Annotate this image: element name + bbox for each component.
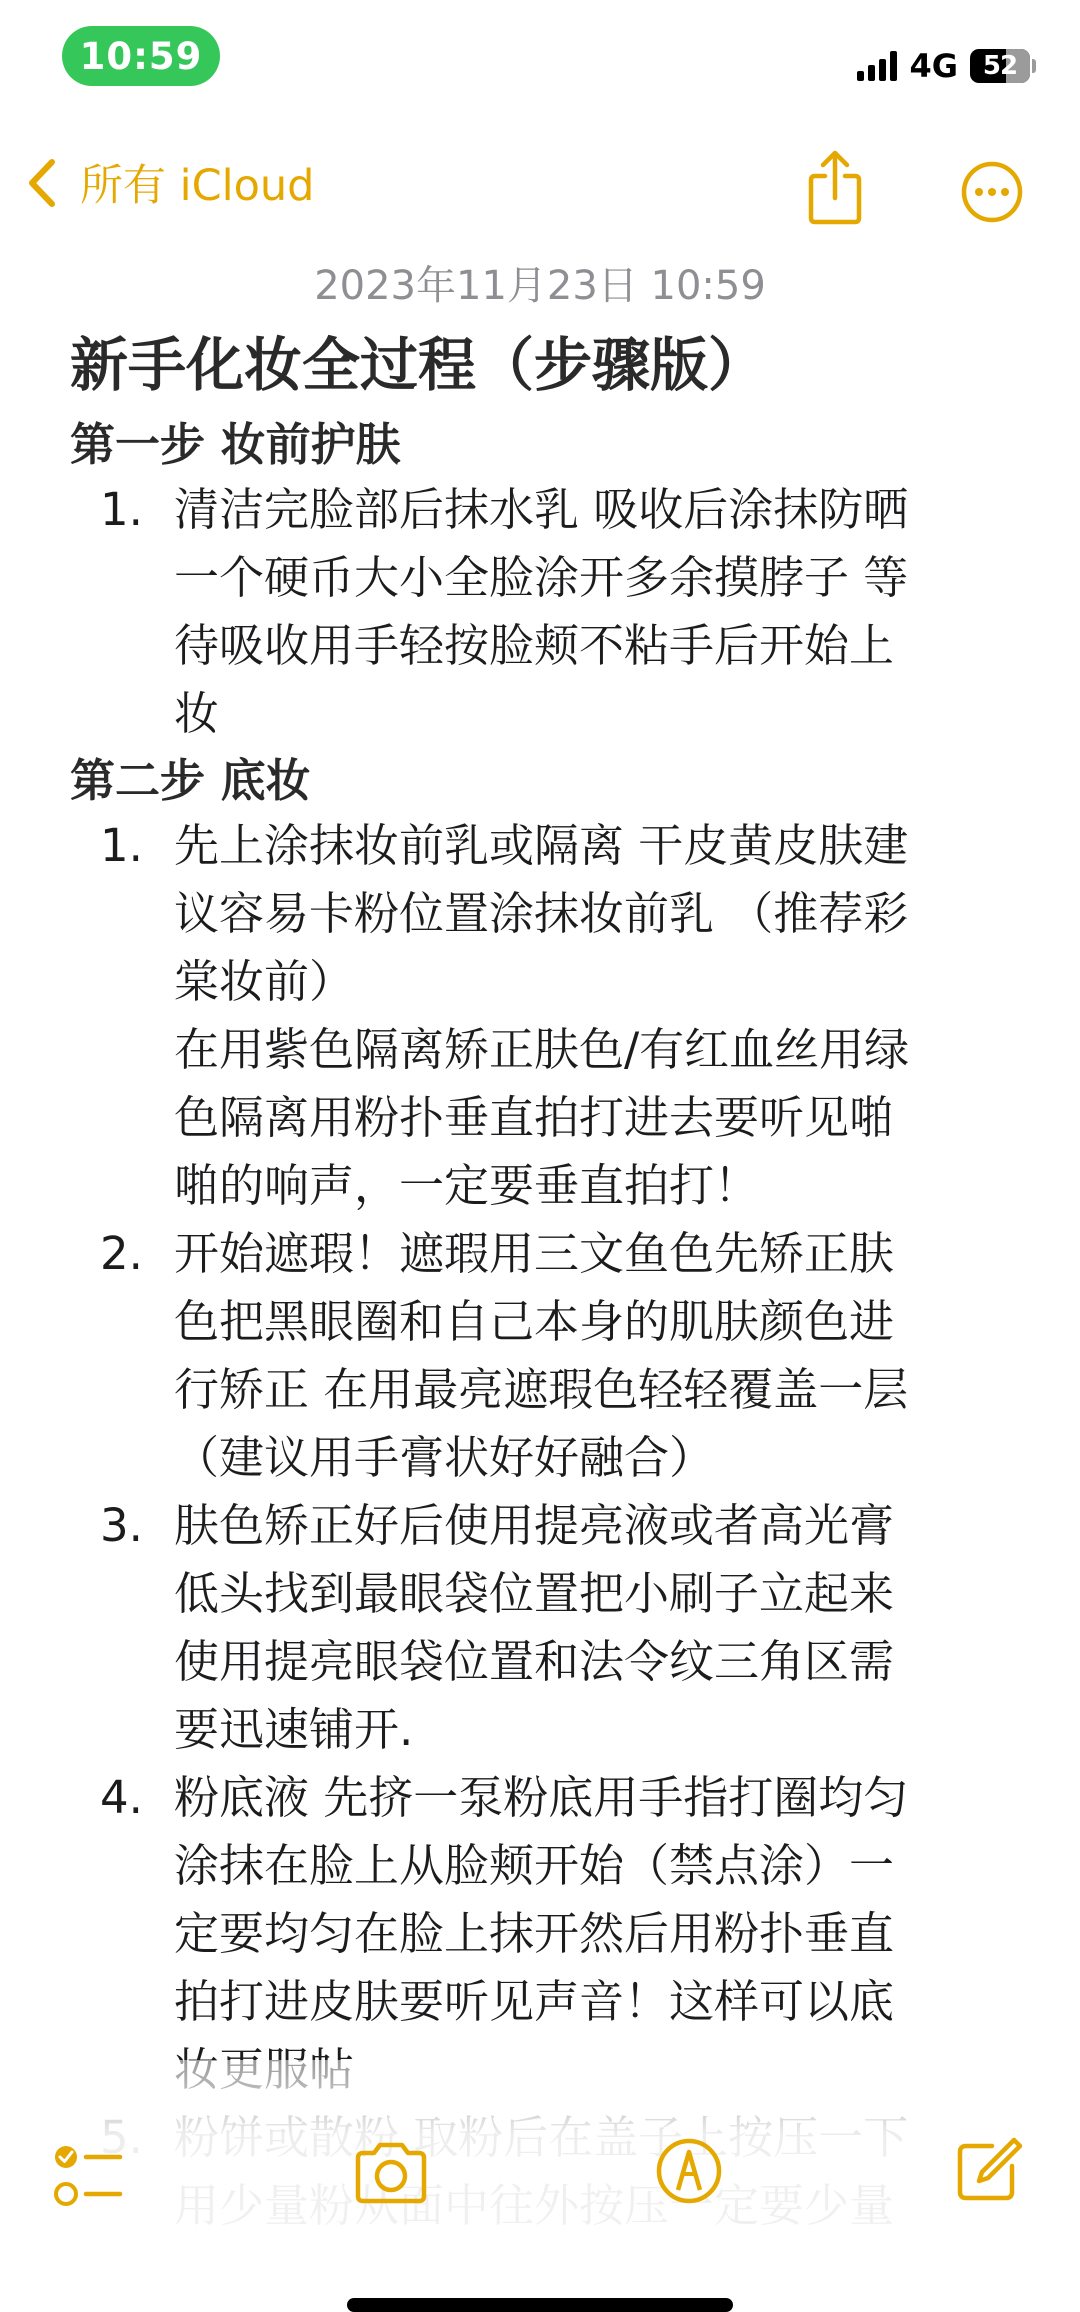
item-line: 粉底液 先挤一泵粉底用手指打圈均匀 — [174, 1771, 909, 1824]
item-line: 定要均匀在脸上抹开然后用粉扑垂直 — [174, 1907, 895, 1960]
battery-icon — [970, 49, 1030, 83]
item-line: 啪的响声，一定要垂直拍打！ — [174, 1159, 760, 1212]
item-line: 待吸收用手轻按脸颊不粘手后开始上 — [174, 619, 895, 672]
step-list — [70, 812, 1030, 2240]
note-date: 2023年11月23日 10:59 — [314, 263, 766, 309]
item-line: 在用紫色隔离矫正肤色/有红血丝用绿 — [174, 1023, 910, 1076]
item-line: 议容易卡粉位置涂抹妆前乳 （推荐彩 — [174, 887, 909, 940]
camera-icon[interactable] — [352, 2140, 430, 2206]
status-time: 10:59 — [62, 26, 220, 86]
list-number: 1. — [100, 483, 143, 536]
list-item — [70, 1764, 1030, 2104]
home-indicator[interactable] — [347, 2298, 733, 2312]
list-number: 2. — [100, 1227, 143, 1280]
item-line: 妆 — [174, 687, 220, 740]
item-line: （建议用手膏状好好融合） — [174, 1431, 715, 1484]
list-item — [70, 1492, 1030, 1764]
list-number: 4. — [100, 1771, 143, 1824]
chevron-left-icon — [24, 158, 60, 208]
list-item — [70, 812, 1030, 1220]
share-icon[interactable] — [806, 148, 864, 226]
battery-percent: 52 — [982, 51, 1018, 81]
list-number: 3. — [100, 1499, 143, 1552]
item-line: 行矫正 在用最亮遮瑕色轻轻覆盖一层 — [174, 1363, 909, 1416]
more-options-icon[interactable] — [960, 160, 1024, 224]
section-heading: 第一步 妆前护肤 — [70, 418, 401, 471]
item-line: 使用提亮眼袋位置和法令纹三角区需 — [174, 1635, 895, 1688]
item-line: 色把黑眼圈和自己本身的肌肤颜色进 — [174, 1295, 895, 1348]
note-title: 新手化妆全过程（步骤版） — [70, 331, 767, 399]
status-indicators — [857, 44, 1036, 88]
back-button[interactable] — [24, 152, 314, 213]
step-list — [70, 476, 1030, 748]
item-line: 色隔离用粉扑垂直拍打进去要听见啪 — [174, 1091, 895, 1144]
signal-icon — [857, 51, 897, 81]
item-line: 棠妆前） — [174, 955, 355, 1008]
note-body[interactable] — [70, 322, 1030, 2240]
item-line: 先上涂抹妆前乳或隔离 干皮黄皮肤建 — [174, 819, 909, 872]
item-line: 要迅速铺开. — [174, 1703, 414, 1756]
back-label: 所有 iCloud — [80, 161, 315, 211]
list-item — [70, 476, 1030, 748]
checklist-icon[interactable] — [52, 2140, 124, 2210]
toolbar-backdrop — [0, 2060, 1080, 2309]
item-line: 肤色矫正好后使用提亮液或者高光膏 — [174, 1499, 895, 1552]
item-line: 低头找到最眼袋位置把小刷子立起来 — [174, 1567, 895, 1620]
item-line: 拍打进皮肤要听见声音！这样可以底 — [174, 1975, 895, 2028]
list-number: 1. — [100, 819, 143, 872]
item-line: 一个硬币大小全脸涂开多余摸脖子 等 — [174, 551, 909, 604]
item-line: 涂抹在脸上从脸颊开始（禁点涂）一 — [174, 1839, 895, 1892]
network-type: 4G — [909, 47, 958, 85]
markup-icon[interactable] — [654, 2136, 724, 2206]
list-item — [70, 1220, 1030, 1492]
compose-icon[interactable] — [952, 2134, 1024, 2206]
item-line: 开始遮瑕！遮瑕用三文鱼色先矫正肤 — [174, 1227, 895, 1280]
section-heading: 第二步 底妆 — [70, 754, 311, 807]
item-line: 清洁完脸部后抹水乳 吸收后涂抹防晒 — [174, 483, 909, 536]
